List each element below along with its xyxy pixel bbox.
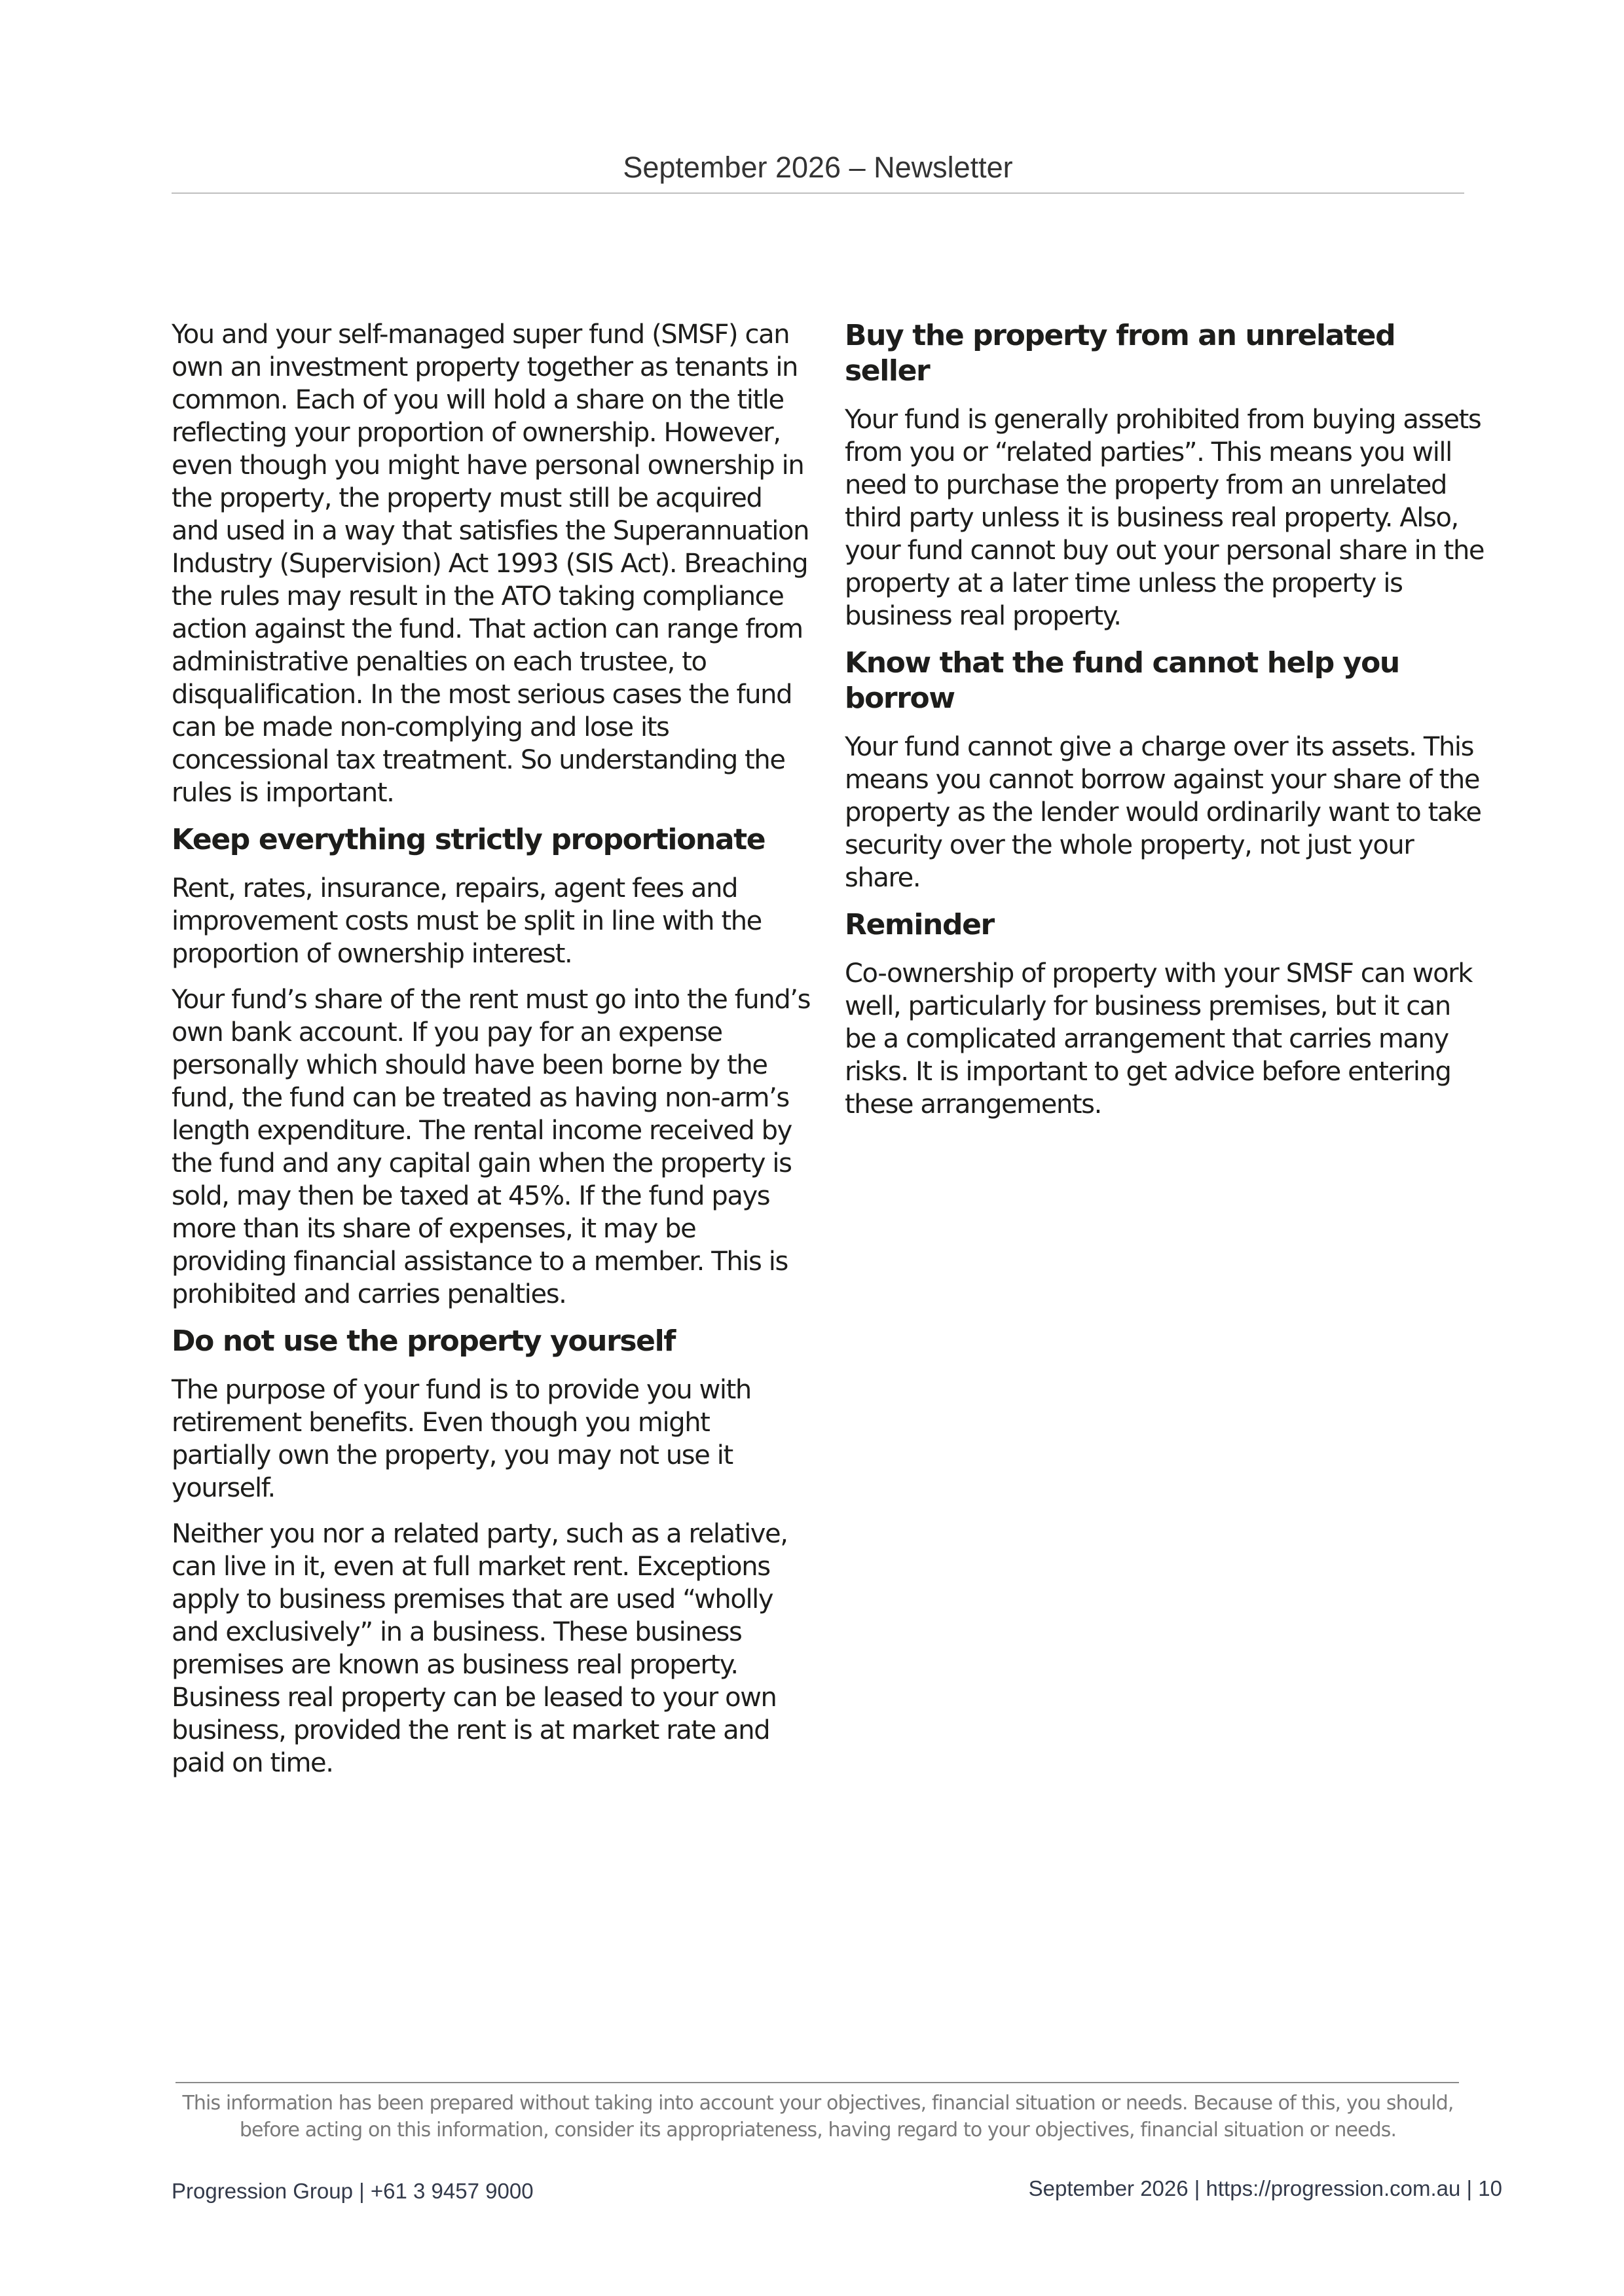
right-column bbox=[845, 318, 1486, 1134]
section-paragraph: The purpose of your fund is to provide you with retirement benefits. Even though you might partially own the property, you may not use it yourself. bbox=[172, 1375, 751, 1503]
intro-paragraph: You and your self-managed super fund (SMSF) can own an investment property together as tenants in common. Each of you will hold a share on the title reflecting your proportion of ownership. However, even though you might have personal ownership in the property, the property must still be acquired and used in a way that satisfies the Superannuation Industry (Supervision) Act 1993 (SIS Act). Breaching the rules may result in the ATO taking compliance action against the fund. That action can range from administrative penalties on each trustee, to disqualification. In the most serious cases the fund can be made non-complying and lose its concessional tax treatment. So understanding the rules is important. bbox=[172, 319, 809, 808]
section-paragraph: Co-ownership of property with your SMSF can work well, particularly for business premises, but it can be a complicated arrangement that carries many risks. It is important to get advice before entering these arrangements. bbox=[845, 958, 1472, 1120]
section-heading-reminder: Reminder bbox=[845, 908, 994, 941]
section-paragraph: Your fund cannot give a charge over its assets. This means you cannot borrow against your share of the property as the lender would ordinarily want to take security over the whole property, not just your share. bbox=[845, 732, 1481, 893]
left-column bbox=[172, 318, 811, 1793]
page-header-title: September 2026 – Newsletter bbox=[623, 151, 1013, 184]
section-heading-proportionate: Keep everything strictly proportionate bbox=[172, 823, 766, 856]
section-heading-unrelated-seller: Buy the property from an unrelated seller bbox=[845, 319, 1395, 388]
footer-divider bbox=[175, 2082, 1459, 2083]
section-paragraph: Your fund’s share of the rent must go into the fund’s own bank account. If you pay for an expense personally which should have been borne by the fund, the fund can be treated as having non-arm’s length expenditure. The rental income received by the fund and any capital gain when the property is sold, may then be taxed at 45%. If the fund pays more than its share of expenses, it may be providing financial assistance to a member. This is prohibited and carries penalties. bbox=[172, 985, 811, 1309]
footer-page-info: September 2026 | https://progression.com.au | 10 bbox=[1028, 2176, 1502, 2200]
section-paragraph: Your fund is generally prohibited from buying assets from you or “related parties”. This means you will need to purchase the property from an unrelated third party unless it is business real property. Also, your fund cannot buy out your personal share in the property at a later time unless the property is business real property. bbox=[845, 405, 1485, 631]
footer-contact: Progression Group | +61 3 9457 9000 bbox=[172, 2179, 534, 2203]
section-heading-do-not-use: Do not use the property yourself bbox=[172, 1324, 676, 1358]
header-divider bbox=[172, 192, 1464, 194]
section-paragraph: Rent, rates, insurance, repairs, agent fees and improvement costs must be split in line with the proportion of ownership interest. bbox=[172, 873, 762, 969]
section-paragraph: Neither you nor a related party, such as a relative, can live in it, even at full market rent. Exceptions apply to business premises that are used “wholly and exclusively” in a business. These business premises are known as business real property. Business real property can be leased to your own business, provided the rent is at market rate and paid on time. bbox=[172, 1519, 788, 1778]
section-heading-borrow: Know that the fund cannot help you borrow bbox=[845, 646, 1399, 715]
disclaimer-text: This information has been prepared without taking into account your objectives, financial situation or needs. Because of this, you should, before acting on this information, consider its appropriateness, having regard to your objectives, financial situation or needs. bbox=[182, 2092, 1454, 2141]
